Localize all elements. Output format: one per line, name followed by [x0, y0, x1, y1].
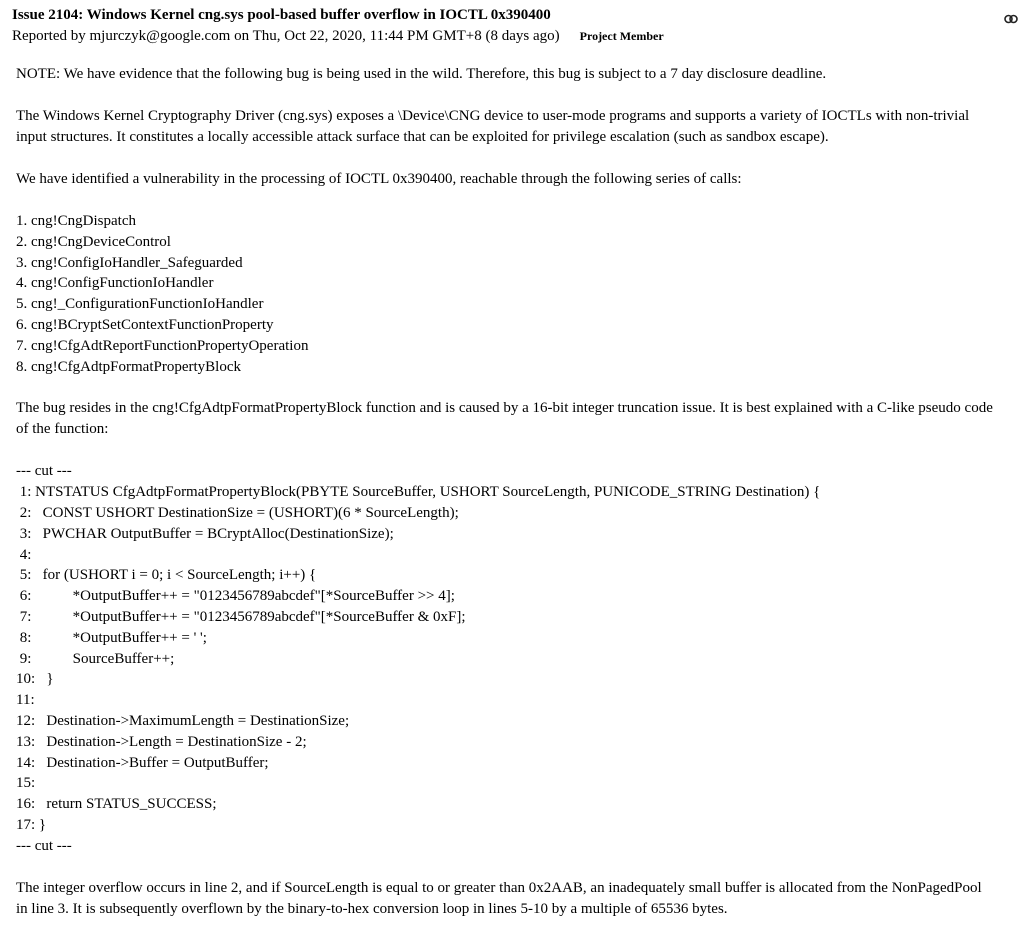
- project-member-badge: Project Member: [579, 29, 664, 43]
- call-chain-item: 6. cng!BCryptSetContextFunctionProperty: [16, 316, 274, 333]
- code-line: 6: *OutputBuffer++ = "0123456789abcdef"[*SourceBuffer >> 4];: [16, 588, 455, 605]
- call-chain-item: 1. cng!CngDispatch: [16, 213, 136, 229]
- code-line: 16: return STATUS_SUCCESS;: [16, 796, 217, 813]
- pseudo-code-block: [16, 461, 993, 856]
- note-paragraph: NOTE: We have evidence that the following bug is being used in the wild. Therefore, this bug is subject to a 7 day disclosure deadline.: [16, 66, 827, 82]
- identified-paragraph: We have identified a vulnerability in the processing of IOCTL 0x390400, reachable through the following series of calls:: [16, 171, 742, 187]
- code-line: 14: Destination->Buffer = OutputBuffer;: [16, 754, 269, 771]
- code-line: 4:: [16, 546, 32, 563]
- code-line: 10: }: [16, 671, 54, 688]
- code-line: 3: PWCHAR OutputBuffer = BCryptAlloc(DestinationSize);: [16, 525, 394, 542]
- call-chain-item: 4. cng!ConfigFunctionIoHandler: [16, 275, 214, 292]
- call-chain-list: [16, 211, 993, 377]
- issue-title: Issue 2104: Windows Kernel cng.sys pool-based buffer overflow in IOCTL 0x390400: [12, 7, 551, 23]
- call-chain-item: 2. cng!CngDeviceControl: [16, 233, 171, 250]
- code-line: 7: *OutputBuffer++ = "0123456789abcdef"[*SourceBuffer & 0xF];: [16, 608, 466, 625]
- overflow-paragraph: The integer overflow occurs in line 2, and if SourceLength is equal to or greater than 0x2AAB, an inadequately small buffer is allocated from the NonPagedPool in line 3. It is subsequently overflown by the binary-to-hex conversion loop in lines 5-10 by a multiple of 65536 bytes.: [16, 879, 982, 917]
- reported-line: [12, 26, 1023, 46]
- call-chain-item: 8. cng!CfgAdtpFormatPropertyBlock: [16, 358, 241, 375]
- code-line: 5: for (USHORT i = 0; i < SourceLength; i++) {: [16, 567, 317, 584]
- code-line: 13: Destination->Length = DestinationSize - 2;: [16, 733, 307, 750]
- code-line: --- cut ---: [16, 837, 72, 854]
- reported-by-text: Reported by mjurczyk@google.com on Thu, Oct 22, 2020, 11:44 PM GMT+8 (8 days ago): [12, 28, 560, 44]
- code-line: 8: *OutputBuffer++ = ' ';: [16, 629, 207, 646]
- code-line: 17: }: [16, 816, 47, 833]
- code-line: 2: CONST USHORT DestinationSize = (USHORT)(6 * SourceLength);: [16, 504, 459, 521]
- call-chain-item: 3. cng!ConfigIoHandler_Safeguarded: [16, 254, 243, 271]
- code-line: 12: Destination->MaximumLength = DestinationSize;: [16, 712, 350, 729]
- issue-description: [16, 64, 993, 920]
- intro-paragraph: The Windows Kernel Cryptography Driver (cng.sys) exposes a \Device\CNG device to user-mode programs and supports a variety of IOCTLs with non-trivial input structures. It constitutes a locally accessible attack surface that can be exploited for privilege escalation (such as sandbox escape).: [16, 108, 970, 145]
- issue-header: [12, 5, 1023, 46]
- code-line: 9: SourceBuffer++;: [16, 650, 175, 667]
- code-line: 1: NTSTATUS CfgAdtpFormatPropertyBlock(PBYTE SourceBuffer, USHORT SourceLength, PUNICODE_STRING Destination) {: [16, 484, 821, 501]
- bug-paragraph: The bug resides in the cng!CfgAdtpFormatPropertyBlock function and is caused by a 16-bit integer truncation issue. It is best explained with a C-like pseudo code of the function:: [16, 400, 993, 438]
- code-line: --- cut ---: [16, 463, 72, 480]
- code-line: 11:: [16, 692, 35, 709]
- call-chain-item: 7. cng!CfgAdtReportFunctionPropertyOperation: [16, 337, 309, 354]
- code-line: 15:: [16, 775, 36, 792]
- link-icon[interactable]: [1004, 14, 1018, 24]
- call-chain-item: 5. cng!_ConfigurationFunctionIoHandler: [16, 296, 264, 313]
